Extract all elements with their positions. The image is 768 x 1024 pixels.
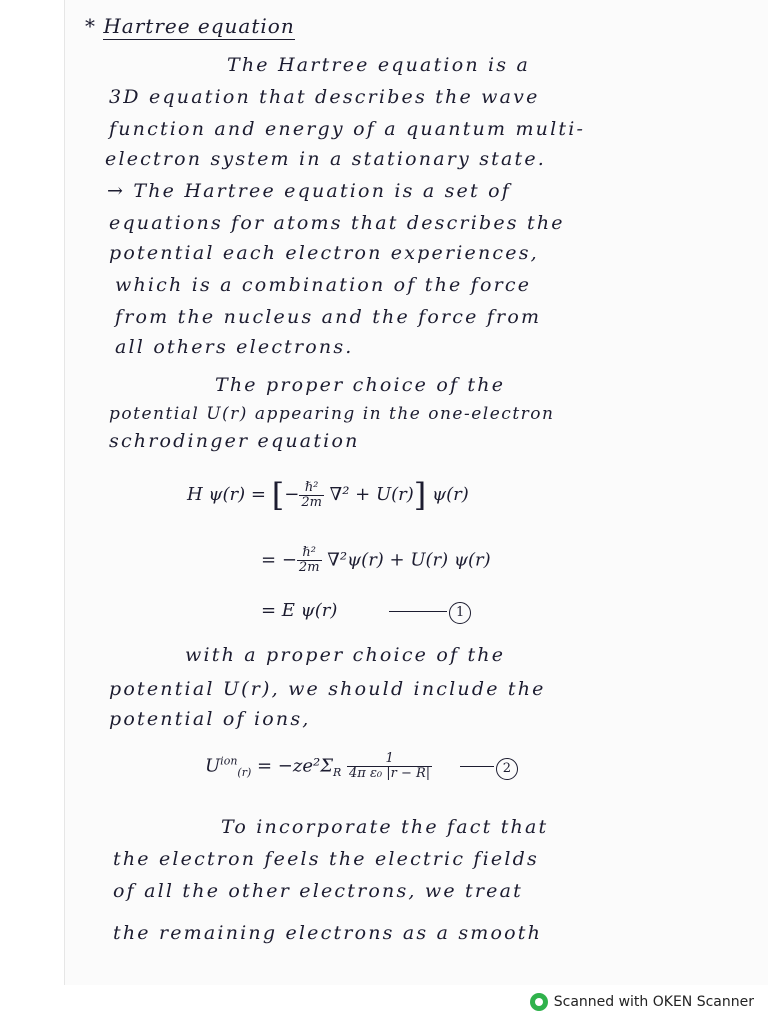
equation-number: 2 [496,758,518,780]
coulomb-fraction: $\frac{1}{\text{4π ε₀ |r − R|}}$ [349,751,431,781]
watermark-text: Scanned with OKEN Scanner [553,994,754,1010]
text-line: all others electrons. [115,336,354,358]
page-heading [85,14,295,38]
text-line: of all the other electrons, we treat [113,880,523,902]
text-line: schrodinger equation [109,430,360,452]
text-line: potential of ions, [109,708,311,730]
text-line: the remaining electrons as a smooth [113,922,543,944]
equation-2: $U^{ion}_{(r)} = -ze^2\Sigma_R$ $\frac{1}{\text{4π ε₀ |r − R|}}$ 2 [205,752,518,781]
text-line: The proper choice of the [215,374,506,396]
hbar-fraction: $\frac{\text{ℏ²}}{2m}$ [298,545,320,575]
notebook-page [64,0,768,985]
text-line: The Hartree equation is a [227,54,531,76]
text-line: electron system in a stationary state. [105,148,547,170]
text-line: with a proper choice of the [185,644,506,666]
hbar-fraction: $\frac{\text{ℏ²}}{2m}$ [301,479,322,510]
scanner-watermark [530,993,754,1011]
text-line: To incorporate the fact that [221,816,549,838]
text-line: potential each electron experiences, [109,242,539,264]
equation-1-line-2: = − $\frac{\text{ℏ²}}{2m}$ ∇²ψ(r) + U(r) ψ(r) [261,545,491,575]
text-line: from the nucleus and the force from [115,306,542,328]
text-line: which is a combination of the force [115,274,532,296]
equation-1-line-3: = E ψ(r) 1 [261,600,471,624]
text-line: the electron feels the electric fields [113,848,539,870]
text-line: → The Hartree equation is a set of [107,180,511,202]
text-line: potential U(r), we should include the [109,678,546,700]
scanner-footer [0,985,768,1024]
text-line: potential U(r) appearing in the one-electron [109,404,555,424]
text-line: equations for atoms that describes the [109,212,565,234]
bullet-star: * [85,14,96,38]
oken-logo-icon [530,993,548,1011]
text-line: function and energy of a quantum multi- [109,118,586,140]
heading-title: Hartree equation [103,14,295,38]
equation-number: 1 [449,602,471,624]
equation-1-line-1: H ψ(r) = [− $\frac{\text{ℏ²}}{2m}$ ∇² + U(r)] ψ(r) [187,476,469,514]
text-line: 3D equation that describes the wave [109,86,540,108]
